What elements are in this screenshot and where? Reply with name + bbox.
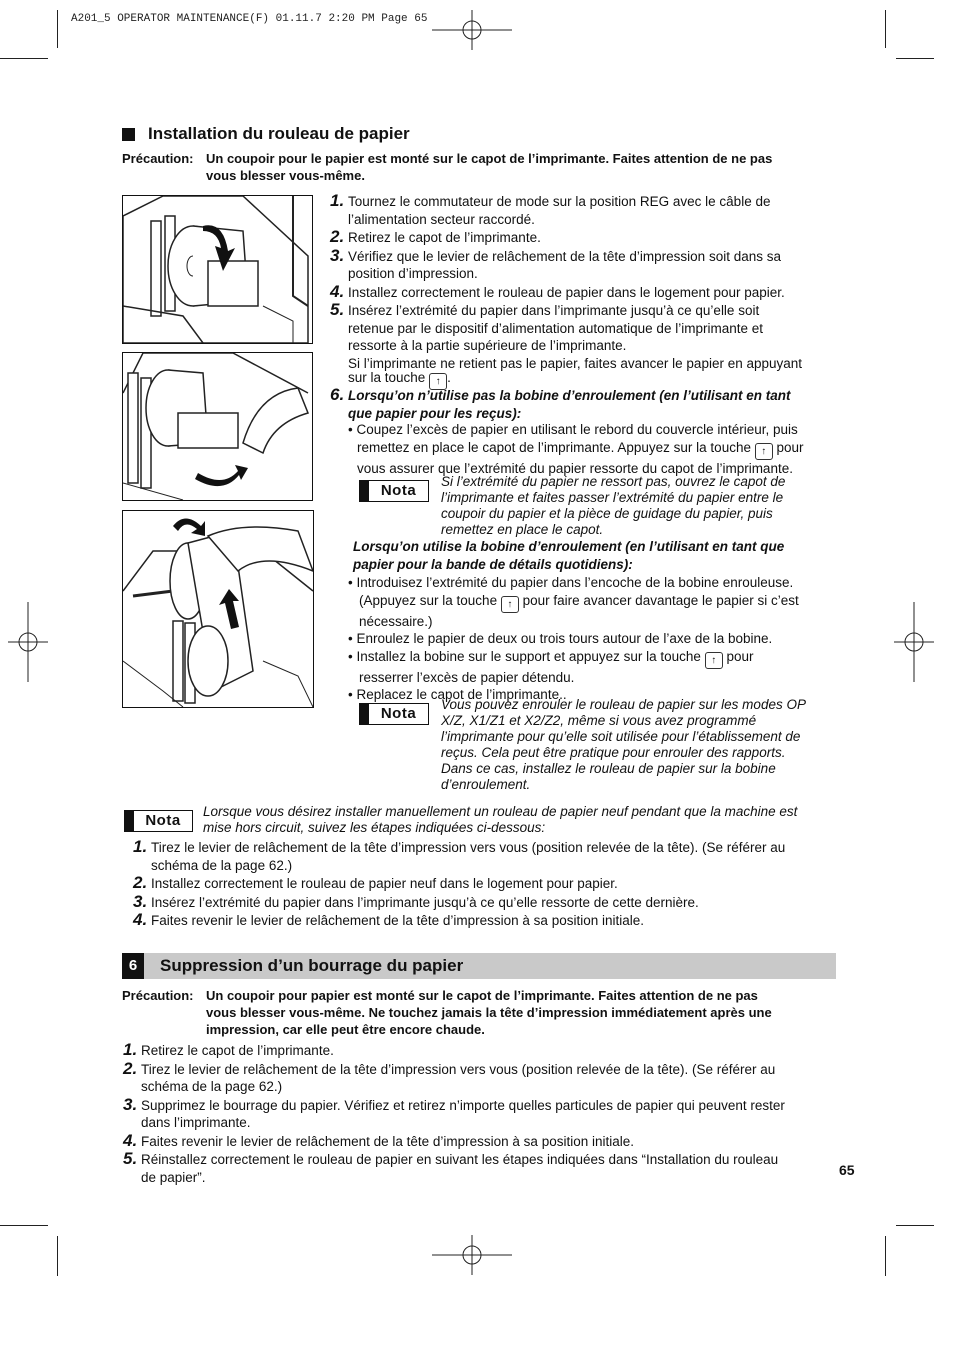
bullet-text: remettez en place le capot de l’imprimante. Appuyez sur la touche [357, 439, 751, 455]
bullet-text: • Enroulez le papier de deux ou trois tours autour de l’axe de la bobine. [348, 631, 773, 646]
step-number: 4. [330, 281, 345, 301]
step-6-heading: que papier pour les reçus): [348, 405, 522, 421]
step-number: 5. [330, 300, 345, 319]
sub-heading [353, 538, 833, 573]
step-number: 2. [123, 1058, 138, 1078]
nota-line: l’imprimante et faites passer l’extrémité du papier entre le [441, 490, 784, 505]
step-text: Tournez le commutateur de mode sur la position REG avec le câble de [348, 194, 771, 209]
crop-mark [896, 1225, 934, 1226]
illustration-insert-roll [122, 195, 313, 344]
manual-steps-list [133, 837, 851, 930]
nota-text [203, 804, 853, 836]
step-text: dans l’imprimante. [141, 1115, 251, 1130]
crop-mark [885, 10, 886, 48]
crop-mark [0, 1225, 48, 1226]
crop-mark [0, 58, 48, 59]
step-text: ressorte à la partie supérieure de l’imprimante. [348, 338, 627, 353]
step-number: 1. [123, 1040, 138, 1059]
step-number: 5. [123, 1149, 138, 1168]
bullet-text: pour faire avancer davantage le papier si c’est [522, 592, 799, 608]
bullet-cut-paper [348, 421, 843, 477]
step-text: Si l’imprimante ne retient pas le papier, faites avancer le papier en appuyant [348, 355, 803, 371]
registration-mark-bottom [432, 1235, 512, 1275]
step-number: 1. [133, 837, 148, 856]
step-text: Vérifiez que le levier de relâchement de la tête d’impression soit dans sa [348, 248, 781, 264]
section-title-text: Installation du rouleau de papier [148, 124, 410, 143]
bullet-text: resserrer l’excès de papier détendu. [359, 669, 575, 685]
crop-mark [57, 10, 58, 48]
step-item [123, 1058, 841, 1096]
step-item [330, 300, 838, 372]
crop-mark [885, 1236, 886, 1276]
step-text: Tirez le levier de relâchement de la tête d’impression vers vous (position relevée de la tête). (Se référer au [151, 840, 786, 855]
paper-feed-key-icon: ↑ [755, 443, 773, 460]
bullet-text: pour [726, 648, 754, 664]
step-text: Insérez l’extrémité du papier dans l’imprimante jusqu’à ce qu’elle soit [348, 303, 760, 318]
step-text: retenue par le dispositif d’alimentation automatique de l’imprimante et [348, 320, 763, 336]
step-6 [330, 385, 838, 422]
bullet-text: (Appuyez sur la touche [359, 592, 498, 608]
precaution-label: Précaution: [122, 151, 194, 166]
step-item [330, 281, 838, 302]
nota-line: remettez en place le capot. [441, 522, 604, 537]
precaution-text: Un coupoir pour papier est monté sur le capot de l’imprimante. Faites attention de ne pas [206, 988, 758, 1003]
sub-heading-text: Lorsqu’on utilise la bobine d’enroulement (en l’utilisant en tant que [353, 539, 785, 554]
step-text: Installez correctement le rouleau de papier neuf dans le logement pour papier. [151, 876, 618, 891]
step-text: Faites revenir le levier de relâchement de la tête d’impression à sa position initiale. [141, 1133, 635, 1149]
step-item [330, 227, 838, 247]
step-number: 3. [133, 891, 148, 911]
step-text: de papier”. [141, 1169, 206, 1185]
square-bullet-icon [122, 128, 135, 141]
step-text: schéma de la page 62.) [151, 857, 293, 873]
step-number: 6. [330, 385, 345, 404]
nota-label: Nota [380, 705, 417, 722]
precaution-text: vous blesser vous-même. Ne touchez jamais la tête d’impression immédiatement après une [206, 1005, 772, 1020]
nota-line: X/Z, X1/Z1 et X2/Z2, même si vous avez programmé [441, 713, 757, 728]
section-title: Suppression d’un bourrage du papier [160, 956, 464, 975]
nota-line: l’imprimante pour qu’elle soit utilisée pour l’établissement de [441, 729, 801, 744]
nota-text [441, 474, 841, 538]
precaution [122, 987, 842, 1038]
illustration-feed-paper [122, 352, 313, 501]
paper-feed-key-icon: ↑ [429, 373, 447, 390]
steps-list [330, 191, 838, 372]
bullet-text: • Introduisez l’extrémité du papier dans l’encoche de la bobine enrouleuse. [348, 575, 794, 590]
step-item [133, 891, 851, 912]
step-number: 3. [123, 1094, 138, 1114]
step-item [133, 873, 851, 893]
nota-line: d’enroulement. [441, 777, 531, 792]
bullet-text: pour [776, 439, 804, 455]
step-text: Retirez le capot de l’imprimante. [348, 230, 541, 245]
precaution-text: vous blesser vous-même. [206, 168, 365, 183]
step-text: Tirez le levier de relâchement de la tête d’impression vers vous (position relevée de la tête). (Se référer au [141, 1061, 776, 1077]
nota-label: Nota [380, 482, 417, 499]
step-text: Installez correctement le rouleau de papier dans le logement pour papier. [348, 284, 785, 300]
nota-text [441, 697, 841, 793]
step-text: Réinstallez correctement le rouleau de papier en suivant les étapes indiquées dans “Installation du rouleau [141, 1152, 779, 1167]
step-text: position d’impression. [348, 266, 478, 281]
step-text: Insérez l’extrémité du papier dans l’imprimante jusqu’à ce qu’elle ressorte de cette dernière. [151, 894, 699, 910]
nota-badge [124, 810, 193, 832]
step-text: schéma de la page 62.) [141, 1079, 283, 1094]
crop-mark [57, 1236, 58, 1276]
step-number: 3. [330, 245, 345, 265]
registration-mark-top [432, 10, 512, 50]
section-title [122, 124, 410, 144]
nota-badge [359, 703, 429, 725]
bullet-text: • Coupez l’excès de papier en utilisant le rebord du couvercle intérieur, puis [348, 422, 798, 437]
paper-feed-key-icon: ↑ [501, 596, 519, 613]
bullet-text: • Replacez le capot de l’imprimante.. [348, 687, 567, 702]
nota-line: reçus. Cela peut être pratique pour enrouler des rapports. [441, 745, 786, 760]
illustration-take-up-spool [122, 510, 314, 708]
step-number: 4. [133, 910, 148, 929]
step-text: Faites revenir le levier de relâchement de la tête d’impression à sa position initiale. [151, 913, 645, 928]
step-item [123, 1130, 841, 1151]
registration-mark-left [8, 602, 48, 682]
step-number: 2. [133, 873, 148, 892]
registration-mark-right [894, 602, 934, 682]
step-text: Supprimez le bourrage du papier. Vérifiez et retirez n’importe quelles particules de papier qui peuvent rester [141, 1097, 785, 1113]
steps-list [123, 1040, 841, 1186]
precaution-text: impression, car elle peut être encore chaude. [206, 1022, 485, 1037]
nota-line: mise hors circuit, suivez les étapes indiquées ci-dessous: [203, 820, 546, 835]
bullet-text: nécessaire.) [359, 613, 433, 629]
step-item [123, 1040, 841, 1060]
step-item [123, 1094, 841, 1132]
step-5-last-line: sur la touche ↑ . [348, 369, 451, 390]
nota-line: Lorsque vous désirez installer manuellement un rouleau de papier neuf pendant que la machine est [203, 804, 798, 819]
nota-line: Dans ce cas, installez le rouleau de papier sur la bobine [441, 761, 776, 776]
bullet-text: • Installez la bobine sur le support et appuyez sur la touche [348, 648, 701, 664]
step-item [123, 1149, 841, 1186]
bullet-list-spool [348, 574, 843, 704]
nota-line: Vous pouvez enrouler le rouleau de papier sur les modes OP [441, 697, 806, 712]
nota-badge [359, 480, 429, 502]
paper-feed-key-icon: ↑ [705, 652, 723, 669]
precaution-label: Précaution: [122, 988, 194, 1003]
step-item [133, 837, 851, 874]
step-number: 2. [330, 227, 345, 246]
step-number: 4. [123, 1130, 138, 1150]
nota-label: Nota [145, 812, 181, 829]
step-text: sur la touche [348, 370, 426, 385]
nota-line: Si l’extrémité du papier ne ressort pas, ouvrez le capot de [441, 474, 786, 489]
precaution-text: Un coupoir pour le papier est monté sur le capot de l’imprimante. Faites attention de ne pas [206, 151, 773, 166]
crop-mark [896, 58, 934, 59]
sub-heading-text: papier pour la bande de détails quotidiens): [353, 556, 633, 572]
nota-line: coupoir du papier et la pièce de guidage du papier, puis [441, 506, 773, 521]
step-item [330, 245, 838, 283]
step-number: 1. [330, 191, 345, 210]
bullet-text: vous assurer que l’extrémité du papier ressorte du capot de l’imprimante. [357, 460, 793, 476]
step-text: l’alimentation secteur raccordé. [348, 211, 535, 227]
step-6-heading: Lorsqu’on n’utilise pas la bobine d’enroulement (en l’utilisant en tant [348, 388, 791, 403]
section-number-badge: 6 [122, 953, 144, 979]
step-item [330, 191, 838, 228]
step-text: Retirez le capot de l’imprimante. [141, 1043, 334, 1058]
step-item [133, 910, 851, 930]
page-number: 65 [839, 1162, 855, 1178]
print-header: A201_5 OPERATOR MAINTENANCE(F) 01.11.7 2:20 PM Page 65 [71, 13, 428, 25]
precaution [122, 150, 842, 184]
